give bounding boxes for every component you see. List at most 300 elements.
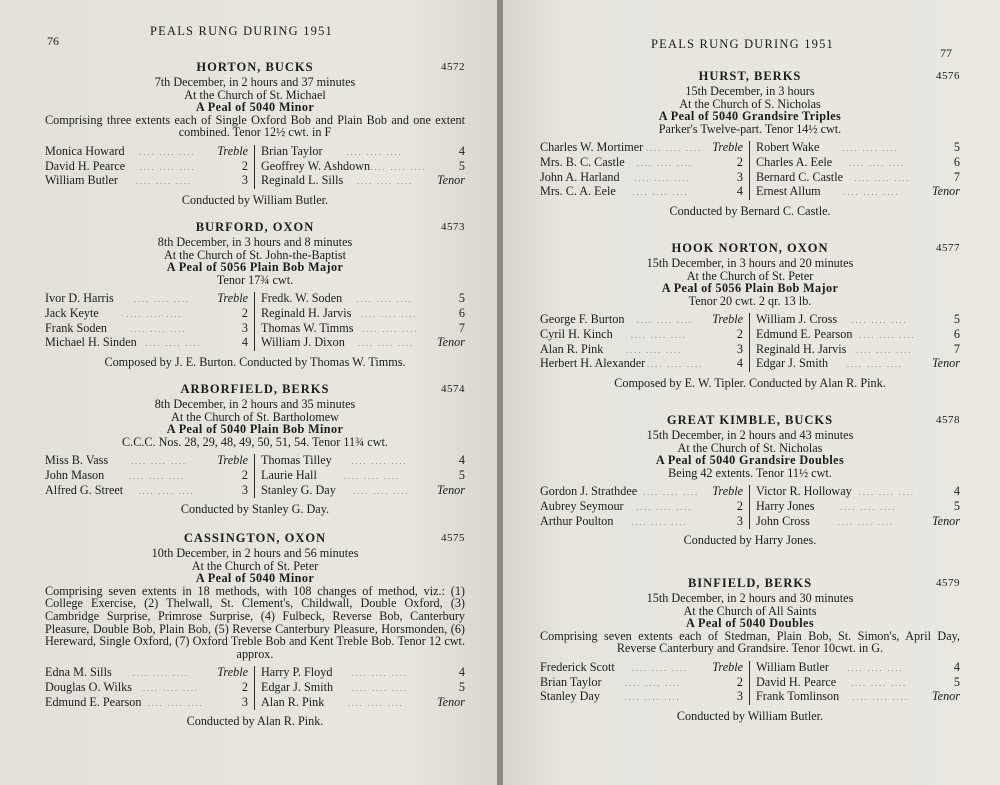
bell-number: 6: [953, 326, 960, 341]
peal-record: [540, 577, 960, 722]
leader-dots: .... .... ....: [126, 309, 183, 319]
peal-footer: Composed by J. E. Burton. Conducted by Thomas W. Timms.: [104, 354, 406, 369]
ringer-name: William J. Dixon: [261, 335, 345, 350]
ringer-name: Stanley G. Day: [261, 482, 336, 497]
bell-number: 5: [953, 674, 960, 689]
bell-number: 2: [241, 467, 248, 482]
bell-number: 2: [241, 158, 248, 173]
ringer-name: Harry Jones: [756, 498, 815, 513]
ringer-name: Reginald H. Jarvis: [756, 341, 847, 356]
ringers-band: [540, 313, 960, 371]
ringer-name: Charles W. Mortimer: [540, 140, 644, 155]
bell-number: 4: [241, 335, 248, 350]
ringers-band: [45, 454, 465, 498]
ringer-name: Charles A. Eele: [756, 154, 833, 169]
ringer-name: Michael H. Sinden: [45, 335, 137, 350]
ringers-band: [540, 141, 960, 199]
peal-date: 15th December, in 3 hours: [685, 84, 815, 98]
ringer-name: Fredk. W. Soden: [261, 291, 343, 306]
ringer-name: Reginald L. Sills: [261, 173, 344, 188]
bell-number: Treble: [712, 140, 743, 155]
bell-number: 3: [241, 320, 248, 335]
leader-dots: .... .... ....: [636, 502, 693, 512]
bell-number: 4: [458, 665, 465, 680]
peal-date: 15th December, in 2 hours and 30 minutes: [646, 591, 854, 605]
ringer-row: [540, 156, 743, 171]
ringer-row: [45, 484, 248, 499]
bell-number: Tenor: [437, 173, 465, 188]
bell-number: Tenor: [932, 513, 960, 528]
tower-name: HURST, BERKS: [698, 69, 802, 83]
ringers-band: [45, 666, 465, 710]
bell-number: 7: [953, 341, 960, 356]
ringer-row: [261, 454, 465, 469]
ringer-row: [756, 515, 960, 530]
bell-number: 5: [953, 498, 960, 513]
bell-number: Treble: [217, 291, 248, 306]
peal-header: [45, 221, 465, 236]
bell-number: 2: [736, 154, 743, 169]
page-number: 77: [940, 46, 952, 60]
ringer-row: [45, 454, 248, 469]
peal-footer: Conducted by Bernard C. Castle.: [669, 203, 831, 218]
ringer-name: David H. Pearce: [45, 158, 126, 173]
leader-dots: .... .... ....: [851, 678, 908, 688]
peal-number: 4575: [441, 532, 465, 544]
ringer-row: [756, 185, 960, 200]
church-name: At the Church of St. John-the-Baptist: [163, 247, 347, 262]
peal-header: [45, 61, 465, 76]
ringer-name: Stanley Day: [540, 689, 600, 704]
leader-dots: .... .... ....: [636, 316, 693, 326]
bell-number: 6: [458, 305, 465, 320]
peal-record: [45, 532, 465, 728]
bell-number: 2: [736, 674, 743, 689]
ringer-row: [261, 307, 465, 322]
right-page: [503, 0, 1000, 785]
bell-number: Treble: [217, 143, 248, 158]
peal-number: 4572: [441, 61, 465, 73]
bell-number: Treble: [217, 665, 248, 680]
peal-header: [540, 70, 960, 85]
leader-dots: .... .... ....: [129, 471, 186, 481]
leader-dots: .... .... ....: [837, 517, 894, 527]
ringers-column: [750, 141, 960, 199]
ringer-name: William J. Cross: [756, 312, 838, 327]
ringer-row: [540, 661, 743, 676]
bell-number: 7: [458, 320, 465, 335]
ringer-row: [45, 322, 248, 337]
peal-number: 4574: [441, 383, 465, 395]
ringer-row: [756, 485, 960, 500]
peal-date: 15th December, in 3 hours and 20 minutes: [646, 256, 854, 270]
ringer-row: [45, 696, 248, 711]
peal-method: A Peal of 5056 Plain Bob Major: [166, 260, 344, 275]
ringer-name: Edmund E. Pearson: [45, 694, 142, 709]
ringer-row: [540, 343, 743, 358]
bell-number: 6: [953, 154, 960, 169]
tower-name: GREAT KIMBLE, BUCKS: [666, 413, 834, 427]
bell-number: 4: [736, 356, 743, 371]
leader-dots: .... .... ....: [646, 144, 703, 154]
ringer-name: William Butler: [45, 173, 118, 188]
bell-number: 5: [953, 312, 960, 327]
bell-number: 5: [953, 140, 960, 155]
leader-dots: .... .... ....: [139, 147, 196, 157]
peal-method: A Peal of 5040 Doubles: [686, 616, 814, 631]
ringer-row: [45, 681, 248, 696]
ringer-name: Alan R. Pink: [261, 694, 325, 709]
peal-method: A Peal of 5040 Grandsire Triples: [658, 109, 842, 124]
leader-dots: .... .... ....: [347, 698, 404, 708]
ringer-row: [45, 469, 248, 484]
ringer-name: Gordon J. Strathdee: [540, 484, 638, 499]
leader-dots: .... .... ....: [361, 309, 418, 319]
leader-dots: .... .... ....: [630, 330, 687, 340]
leader-dots: .... .... ....: [643, 488, 700, 498]
bell-number: 3: [241, 173, 248, 188]
tower-name: HORTON, BUCKS: [196, 60, 314, 74]
ringer-row: [756, 500, 960, 515]
ringer-name: Jack Keyte: [45, 305, 99, 320]
ringers-column: [540, 141, 750, 199]
ringer-row: [540, 515, 743, 530]
peal-header: [540, 242, 960, 257]
leader-dots: .... .... ....: [139, 162, 196, 172]
bell-number: Tenor: [932, 184, 960, 199]
ringer-row: [540, 500, 743, 515]
ringers-column: [45, 145, 255, 189]
leader-dots: .... .... ....: [636, 158, 693, 168]
bell-number: Tenor: [932, 689, 960, 704]
leader-dots: .... .... ....: [851, 316, 908, 326]
ringer-row: [261, 666, 465, 681]
ringer-name: Aubrey Seymour: [540, 498, 624, 513]
ringers-band: [45, 292, 465, 350]
ringer-name: Brian Taylor: [540, 674, 602, 689]
bell-number: 2: [736, 326, 743, 341]
peal-footer: Conducted by Alan R. Pink.: [186, 714, 324, 729]
bell-number: 4: [953, 484, 960, 499]
ringer-row: [261, 322, 465, 337]
leader-dots: .... .... ....: [840, 502, 897, 512]
tower-name: BINFIELD, BERKS: [687, 576, 813, 590]
ringer-row: [756, 690, 960, 705]
peal-record: [540, 414, 960, 547]
leader-dots: .... .... ....: [357, 177, 414, 187]
peal-date: 8th December, in 2 hours and 35 minutes: [154, 397, 356, 411]
church-name: At the Church of St. Nicholas: [677, 440, 823, 455]
ringer-name: John Mason: [45, 467, 105, 482]
ringer-name: Mrs. B. C. Castle: [540, 154, 625, 169]
ringer-name: Frank Soden: [45, 320, 107, 335]
church-name: At the Church of S. Nicholas: [679, 96, 821, 111]
peal-footer: Conducted by Stanley G. Day.: [180, 502, 330, 517]
peal-notes: Being 42 extents. Tenor 11½ cwt.: [668, 465, 832, 480]
peal-method: A Peal of 5040 Minor: [195, 571, 315, 586]
ringer-name: Alan R. Pink: [540, 341, 604, 356]
ringer-name: Mrs. C. A. Eele: [540, 184, 616, 199]
peal-record: [540, 70, 960, 217]
leader-dots: .... .... ....: [626, 345, 683, 355]
ringer-name: Frederick Scott: [540, 659, 615, 674]
tower-name: HOOK NORTON, OXON: [671, 241, 829, 255]
peal-number: 4579: [936, 577, 960, 589]
bell-number: 2: [736, 498, 743, 513]
ringer-name: Ernest Allum: [756, 184, 821, 199]
leader-dots: .... .... ....: [647, 360, 704, 370]
ringer-row: [261, 174, 465, 189]
leader-dots: .... .... ....: [353, 486, 410, 496]
ringer-name: Laurie Hall: [261, 467, 317, 482]
ringer-name: George F. Burton: [540, 312, 625, 327]
peal-record: [45, 61, 465, 206]
ringer-row: [756, 661, 960, 676]
ringer-row: [540, 185, 743, 200]
church-name: At the Church of St. Michael: [184, 87, 326, 102]
ringer-row: [540, 141, 743, 156]
bell-number: Treble: [712, 659, 743, 674]
ringer-row: [756, 141, 960, 156]
peal-footer: Conducted by Harry Jones.: [683, 533, 817, 548]
peal-notes: C.C.C. Nos. 28, 29, 48, 49, 50, 51, 54. Tenor 11¾ cwt.: [122, 434, 388, 449]
bell-number: Treble: [217, 453, 248, 468]
leader-dots: .... .... ....: [370, 162, 427, 172]
leader-dots: .... .... ....: [138, 486, 195, 496]
leader-dots: .... .... ....: [634, 173, 691, 183]
ringers-band: [540, 485, 960, 529]
ringer-name: Herbert H. Alexander: [540, 356, 646, 371]
leader-dots: .... .... ....: [356, 295, 413, 305]
ringer-row: [540, 328, 743, 343]
tower-name: ARBORFIELD, BERKS: [180, 382, 330, 396]
ringers-column: [540, 661, 750, 705]
leader-dots: .... .... ....: [346, 147, 403, 157]
ringers-column: [750, 485, 960, 529]
church-name: At the Church of St. Peter: [191, 558, 319, 573]
tower-name: BURFORD, OXON: [195, 220, 315, 234]
ringer-row: [756, 171, 960, 186]
leader-dots: .... .... ....: [854, 173, 911, 183]
leader-dots: .... .... ....: [842, 144, 899, 154]
ringer-row: [540, 676, 743, 691]
leader-dots: .... .... ....: [362, 324, 419, 334]
bell-number: 7: [953, 169, 960, 184]
peal-number: 4576: [936, 70, 960, 82]
ringer-row: [540, 313, 743, 328]
bell-number: Treble: [712, 312, 743, 327]
ringer-row: [540, 485, 743, 500]
leader-dots: .... .... ....: [130, 324, 187, 334]
ringer-name: Edmund E. Pearson: [756, 326, 853, 341]
church-name: At the Church of All Saints: [683, 603, 817, 618]
ringer-name: Arthur Poulton: [540, 513, 614, 528]
peal-method: A Peal of 5040 Plain Bob Minor: [166, 422, 344, 437]
ringer-row: [756, 328, 960, 343]
leader-dots: .... .... ....: [631, 663, 688, 673]
ringers-band: [540, 661, 960, 705]
ringer-name: Alfred G. Street: [45, 482, 124, 497]
bell-number: 2: [241, 305, 248, 320]
ringer-row: [261, 160, 465, 175]
peal-number: 4573: [441, 221, 465, 233]
bell-number: Tenor: [932, 356, 960, 371]
ringers-column: [540, 313, 750, 371]
ringer-name: Harry P. Floyd: [261, 665, 333, 680]
ringer-name: Bernard C. Castle: [756, 169, 843, 184]
peal-date: 15th December, in 2 hours and 43 minutes: [646, 428, 854, 442]
bell-number: 4: [736, 184, 743, 199]
leader-dots: .... .... ....: [843, 188, 900, 198]
ringer-name: Edna M. Sills: [45, 665, 112, 680]
ringer-row: [540, 690, 743, 705]
ringer-row: [45, 145, 248, 160]
ringer-name: Victor R. Holloway: [756, 484, 852, 499]
bell-number: 2: [241, 679, 248, 694]
left-page: [0, 0, 497, 785]
leader-dots: .... .... ....: [849, 158, 906, 168]
bell-number: 4: [458, 143, 465, 158]
bell-number: 3: [736, 341, 743, 356]
bell-number: 5: [458, 467, 465, 482]
ringer-name: Edgar J. Smith: [756, 356, 829, 371]
leader-dots: .... .... ....: [135, 177, 192, 187]
ringer-row: [261, 292, 465, 307]
church-name: At the Church of St. Peter: [686, 268, 814, 283]
leader-dots: .... .... ....: [142, 683, 199, 693]
leader-dots: .... .... ....: [131, 457, 188, 467]
bell-number: 3: [736, 169, 743, 184]
bell-number: Tenor: [437, 335, 465, 350]
bell-number: Tenor: [437, 482, 465, 497]
page-number: 76: [47, 34, 59, 48]
peal-notes: Comprising seven extents in 18 methods, with 108 changes of method, viz.: (1) College Exercise, (2) Thelwall, St. Clement's, Childwall, Double Oxford, (3) Cambridge Surprise, Primrose Surprise, (4) Fulbeck, Reverse Bob, Canterbury Pleasure, Double Bob, Plain Bob, (5) Reverse Canterbury Pleasure, Horsmonden, (6) Hereward, Single Oxford, (7) Oxford Treble Bob and Kent Treble Bob. Tenor 12 cwt. approx.: [45, 583, 465, 661]
peal-notes: Parker's Twelve-part. Tenor 14½ cwt.: [658, 121, 842, 136]
peal-footer: Conducted by William Butler.: [676, 708, 824, 723]
ringer-name: Miss B. Vass: [45, 453, 109, 468]
peal-header: [540, 577, 960, 592]
ringer-row: [45, 666, 248, 681]
peal-notes: Tenor 17¾ cwt.: [216, 272, 294, 287]
leader-dots: .... .... ....: [859, 330, 916, 340]
ringer-row: [540, 171, 743, 186]
bell-number: 4: [953, 659, 960, 674]
ringer-name: William Butler: [756, 659, 829, 674]
peal-notes: Comprising seven extents each of Stedman, Plain Bob, St. Simon's, April Day, Reverse Canterbury and Grandsire. Tenor 10cwt. in G.: [540, 628, 960, 656]
bell-number: 3: [736, 513, 743, 528]
ringers-column: [45, 666, 255, 710]
peal-record: [45, 383, 465, 516]
peal-number: 4577: [936, 242, 960, 254]
ringers-column: [255, 145, 465, 189]
leader-dots: .... .... ....: [145, 339, 202, 349]
leader-dots: .... .... ....: [624, 693, 681, 703]
peal-header: [45, 532, 465, 547]
leader-dots: .... .... ....: [856, 345, 913, 355]
ringer-name: Douglas O. Wilks: [45, 679, 132, 694]
bell-number: 5: [458, 679, 465, 694]
leader-dots: .... .... ....: [847, 360, 904, 370]
ringer-name: Geoffrey W. Ashdown: [261, 158, 371, 173]
ringer-row: [756, 156, 960, 171]
peal-record: [45, 221, 465, 368]
leader-dots: .... .... ....: [352, 683, 409, 693]
peal-header: [45, 383, 465, 398]
ringers-column: [255, 666, 465, 710]
ringer-name: Thomas Tilley: [261, 453, 332, 468]
ringers-column: [255, 454, 465, 498]
ringer-row: [261, 696, 465, 711]
peal-number: 4578: [936, 414, 960, 426]
leader-dots: .... .... ....: [357, 339, 414, 349]
bell-number: 3: [241, 482, 248, 497]
peal-header: [540, 414, 960, 429]
ringer-row: [756, 676, 960, 691]
peal-date: 8th December, in 3 hours and 8 minutes: [157, 235, 353, 249]
ringers-column: [45, 292, 255, 350]
ringer-row: [261, 484, 465, 499]
ringers-column: [540, 485, 750, 529]
ringer-row: [45, 336, 248, 351]
peal-footer: Conducted by William Butler.: [181, 192, 329, 207]
bell-number: 3: [736, 689, 743, 704]
peal-method: A Peal of 5056 Plain Bob Major: [661, 281, 839, 296]
bell-number: Tenor: [437, 694, 465, 709]
leader-dots: .... .... ....: [351, 669, 408, 679]
peal-date: 10th December, in 2 hours and 56 minutes: [151, 546, 359, 560]
bell-number: 5: [458, 291, 465, 306]
ringer-name: Edgar J. Smith: [261, 679, 334, 694]
ringer-name: Reginald H. Jarvis: [261, 305, 352, 320]
church-name: At the Church of St. Bartholomew: [171, 409, 339, 424]
ringer-name: Brian Taylor: [261, 143, 323, 158]
tower-name: CASSINGTON, OXON: [183, 531, 327, 545]
peal-date: 7th December, in 2 hours and 37 minutes: [154, 75, 356, 89]
ringer-name: David H. Pearce: [756, 674, 837, 689]
ringer-name: Monica Howard: [45, 143, 125, 158]
leader-dots: .... .... ....: [147, 698, 204, 708]
ringer-name: John Cross: [756, 513, 810, 528]
bell-number: 4: [458, 453, 465, 468]
ringer-row: [540, 357, 743, 372]
ringer-row: [756, 343, 960, 358]
ringer-row: [45, 307, 248, 322]
ringers-column: [45, 454, 255, 498]
ringer-row: [45, 292, 248, 307]
leader-dots: .... .... ....: [852, 693, 909, 703]
leader-dots: .... .... ....: [625, 678, 682, 688]
ringer-row: [261, 336, 465, 351]
ringer-name: John A. Harland: [540, 169, 620, 184]
bell-number: 5: [458, 158, 465, 173]
peal-notes: Comprising three extents each of Single Oxford Bob and Plain Bob and one extent combined. Tenor 12½ cwt. in F: [45, 112, 465, 140]
ringers-column: [255, 292, 465, 350]
ringers-band: [45, 145, 465, 189]
leader-dots: .... .... ....: [847, 663, 904, 673]
ringer-row: [261, 469, 465, 484]
peal-method: A Peal of 5040 Minor: [195, 100, 315, 115]
leader-dots: .... .... ....: [133, 295, 190, 305]
bell-number: 3: [241, 694, 248, 709]
leader-dots: .... .... ....: [132, 669, 189, 679]
ringer-row: [261, 145, 465, 160]
ringer-row: [45, 160, 248, 175]
bell-number: Treble: [712, 484, 743, 499]
ringer-row: [756, 313, 960, 328]
ringer-name: Cyril H. Kinch: [540, 326, 613, 341]
leader-dots: .... .... ....: [343, 471, 400, 481]
ringer-row: [45, 174, 248, 189]
